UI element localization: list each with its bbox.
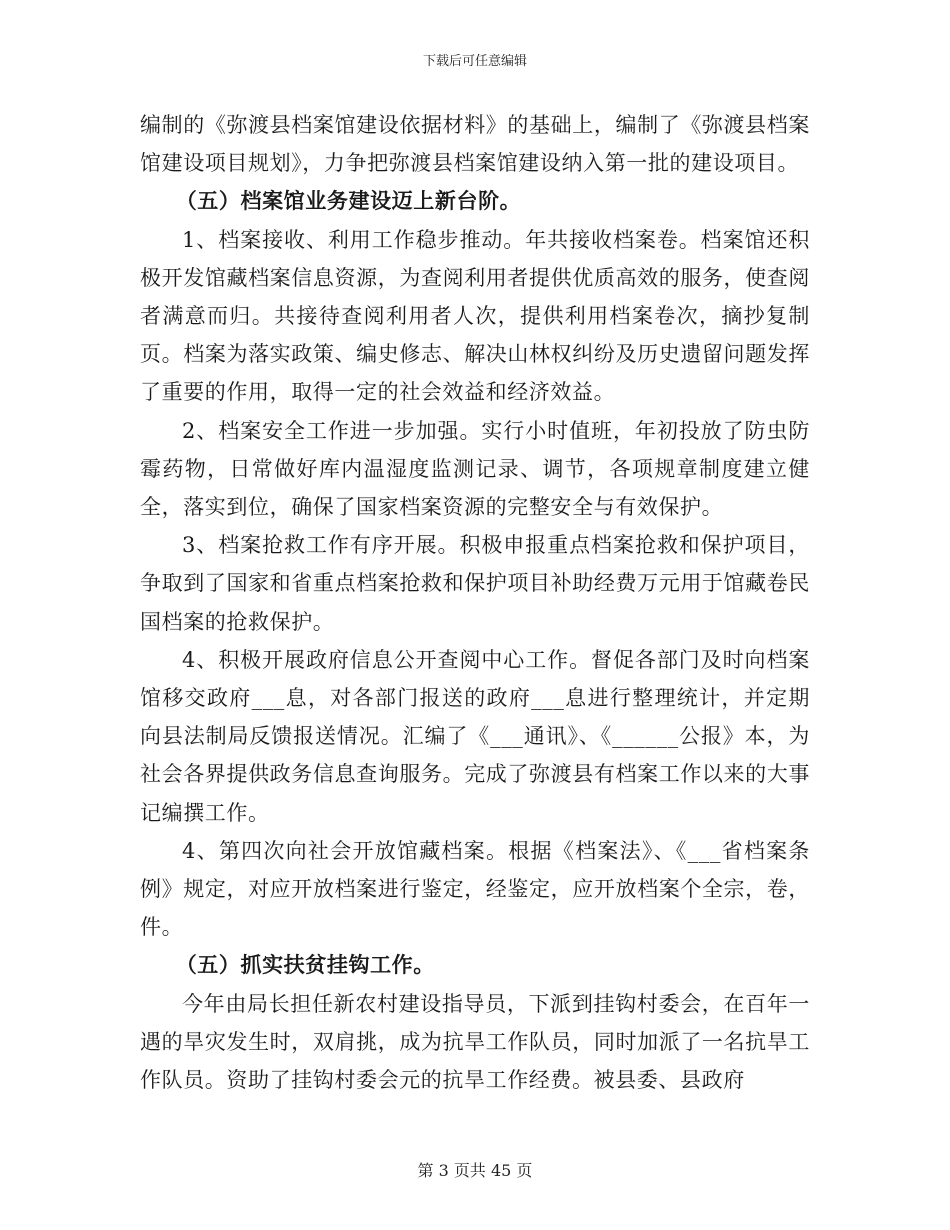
section-heading-business: （五）档案馆业务建设迈上新台阶。: [175, 188, 522, 214]
paragraph-archive-opening: 4、第四次向社会开放馆藏档案。根据《档案法》、《___省档案条例》规定，对应开放档案进行鉴定，经鉴定，应开放档案个全宗，卷，件。: [140, 838, 810, 940]
paragraph-info-disclosure: 4、积极开展政府信息公开查阅中心工作。督促各部门及时向档案馆移交政府___息，对各部门报送的政府___息进行整理统计，并定期向县法制局反馈报送情况。汇编了《___通讯》、《______公报》本，为社会各界提供政务信息查询服务。完成了弥渡县有档案工作以来的大事记编撰工作。: [140, 647, 810, 825]
paragraph-archive-rescue: 3、档案抢救工作有序开展。积极申报重点档案抢救和保护项目，争取到了国家和省重点档案抢救和保护项目补助经费万元用于馆藏卷民国档案的抢救保护。: [140, 533, 810, 634]
paragraph-archive-safety: 2、档案安全工作进一步加强。实行小时值班，年初投放了防虫防霉药物，日常做好库内温湿度监测记录、调节，各项规章制度建立健全，落实到位，确保了国家档案资源的完整安全与有效保护。: [140, 418, 810, 520]
paragraph-continuation: 编制的《弥渡县档案馆建设依据材料》的基础上，编制了《弥渡县档案馆建设项目规划》，力争把弥渡县档案馆建设纳入第一批的建设项目。: [140, 113, 810, 176]
paragraph-poverty-work: 今年由局长担任新农村建设指导员，下派到挂钩村委会，在百年一遇的旱灾发生时，双肩挑，成为抗旱工作队员，同时加派了一名抗旱工作队员。资助了挂钩村委会元的抗旱工作经费。被县委、县政府: [140, 991, 810, 1093]
section-heading-poverty: （五）抓实扶贫挂钩工作。: [175, 952, 435, 978]
page-footer: 第 3 页共 45 页: [417, 1161, 533, 1180]
document-body: [140, 106, 810, 1099]
paragraph-archive-receiving: 1、档案接收、利用工作稳步推动。年共接收档案卷。档案馆还积极开发馆藏档案信息资源，为查阅利用者提供优质高效的服务，使查阅者满意而归。共接待查阅利用者人次，提供利用档案卷次，摘抄复制页。档案为落实政策、编史修志、解决山林权纠纷及历史遗留问题发挥了重要的作用，取得一定的社会效益和经济效益。: [140, 227, 810, 405]
page-header: 下载后可任意编辑: [422, 54, 527, 69]
